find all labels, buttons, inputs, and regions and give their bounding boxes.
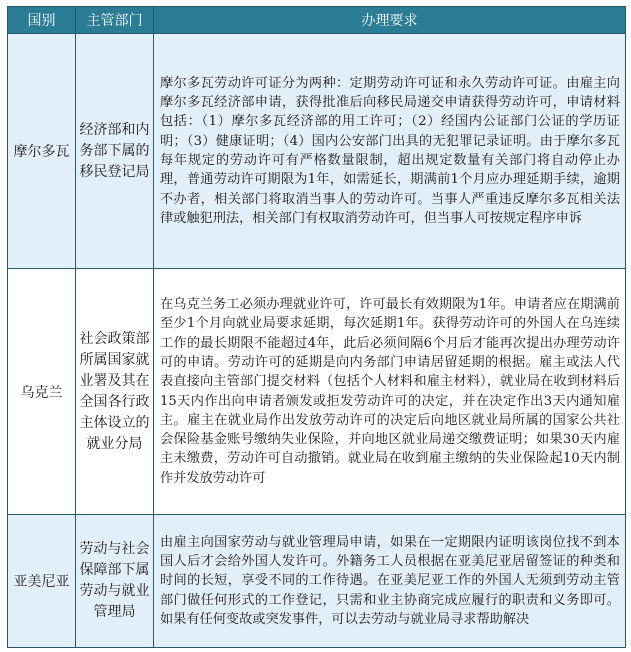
work-permit-table (7, 6, 626, 648)
country-cell: 摩尔多瓦 (8, 34, 76, 269)
country-cell: 亚美尼亚 (8, 515, 76, 648)
country-cell: 乌克兰 (8, 269, 76, 515)
requirement-cell: 摩尔多瓦劳动许可证分为两种：定期劳动许可证和永久劳动许可证。由雇主向摩尔多瓦经济部申请，获得批准后向移民局递交申请获得劳动许可，申请材料包括：（1）摩尔多瓦经济部的用工许可；（2）经国内公证部门公证的学历证明；（3）健康证明；（4）国内公安部门出具的无犯罪记录证明。由于摩尔多瓦每年规定的劳动许可有严格数量限制，超出规定数量有关部门将自动停止办理，普通劳动许可期限为1年，如需延长，期满前1个月应办理延期手续，逾期不办者，相关部门将取消当事人的劳动许可。当事人严重违反摩尔多瓦相关法律或触犯刑法，相关部门有权取消劳动许可，但当事人可按规定程序申诉 (154, 34, 626, 269)
header-department: 主管部门 (76, 7, 154, 34)
header-requirement: 办理要求 (154, 7, 626, 34)
table-row (8, 515, 626, 648)
requirement-cell: 在乌克兰务工必须办理就业许可，许可最长有效期限为1年。申请者应在期满前至少1个月向就业局要求延期，每次延期1年。获得劳动许可的外国人在乌连续工作的最长期限不能超过4年，此后必须间隔6个月后才能再次提出办理劳动许可的申请。劳动许可的延期是向内务部门申请居留延期的根据。雇主或法人代表直接向主管部门提交材料（包括个人材料和雇主材料），就业局在收到材料后15天内作出向申请者颁发或拒发劳动许可的决定，并在决定作出3天内通知雇主。雇主在就业局作出发放劳动许可的决定后向地区就业局所属的国家公共社会保险基金账号缴纳失业保险，并向地区就业局递交缴费证明；如果30天内雇主未缴费，劳动许可自动撤销。就业局在收到雇主缴纳的失业保险起10天内制作并发放劳动许可 (154, 269, 626, 515)
table-header-row (8, 7, 626, 34)
requirement-cell: 由雇主向国家劳动与就业管理局申请，如果在一定期限内证明该岗位找不到本国人后才会给外国人发许可。外籍务工人员根据在亚美尼亚居留签证的种类和时间的长短，享受不同的工作待遇。在亚美尼亚工作的外国人无须到劳动主管部门做任何形式的工作登记，只需和业主协商完成应履行的职责和义务即可。如果有任何变故或突发事件，可以去劳动与就业局寻求帮助解决 (154, 515, 626, 648)
table-row (8, 269, 626, 515)
table-row (8, 34, 626, 269)
department-cell: 经济部和内务部下属的移民登记局 (76, 34, 154, 269)
header-country: 国别 (8, 7, 76, 34)
department-cell: 社会政策部所属国家就业署及其在全国各行政主体设立的就业分局 (76, 269, 154, 515)
department-cell: 劳动与社会保障部下属劳动与就业管理局 (76, 515, 154, 648)
